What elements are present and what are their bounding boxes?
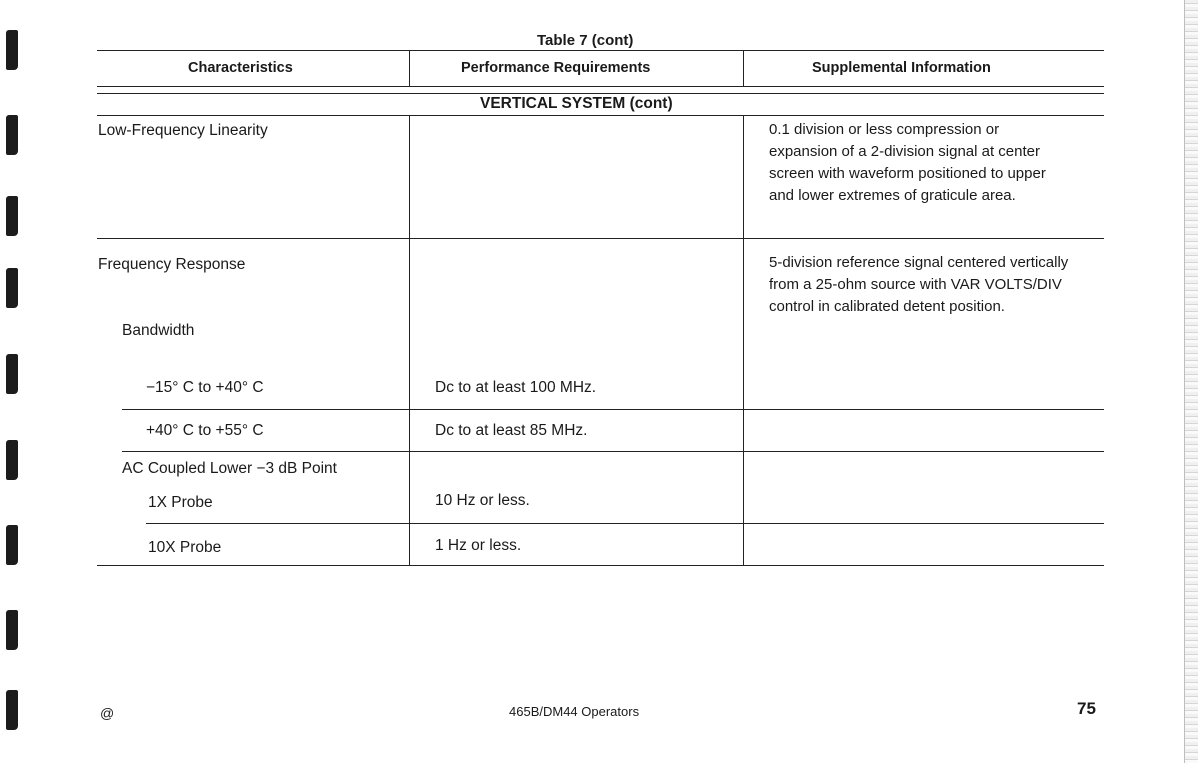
- probe-1x-performance: 10 Hz or less.: [435, 492, 530, 509]
- temp-low-label: −15° C to +40° C: [146, 379, 264, 396]
- table-bottom-rule: [97, 565, 1104, 566]
- ac-coupled-label: AC Coupled Lower −3 dB Point: [122, 460, 337, 477]
- temp-high-label: +40° C to +55° C: [146, 422, 264, 439]
- freq-response-supplemental: 5-division reference signal centered vertically from a 25-ohm source with VAR VOLTS/DIV control in calibrated detent position.: [769, 254, 1069, 315]
- temp-high-performance: Dc to at least 85 MHz.: [435, 422, 588, 439]
- column-divider: [743, 115, 744, 566]
- binding-hole: [6, 30, 18, 70]
- probe-10x-performance: 1 Hz or less.: [435, 537, 522, 554]
- binding-hole: [6, 525, 18, 565]
- row-rule: [122, 451, 1104, 452]
- header-supplemental: Supplemental Information: [812, 60, 991, 76]
- lf-linearity-label: Low-Frequency Linearity: [98, 122, 268, 139]
- bandwidth-label: Bandwidth: [122, 322, 195, 339]
- column-divider: [743, 50, 744, 87]
- binding-hole: [6, 268, 18, 308]
- header-bottom-rule: [97, 86, 1104, 87]
- header-characteristics: Characteristics: [188, 60, 293, 76]
- table-title: Table 7 (cont): [537, 32, 634, 49]
- section-title: VERTICAL SYSTEM (cont): [480, 95, 673, 112]
- row-rule: [122, 409, 1104, 410]
- binding-hole: [6, 610, 18, 650]
- binding-hole: [6, 115, 18, 155]
- column-divider: [409, 115, 410, 566]
- page-number: 75: [1077, 699, 1096, 718]
- row-rule: [97, 238, 1104, 239]
- binding-hole: [6, 354, 18, 394]
- freq-response-label: Frequency Response: [98, 256, 246, 273]
- table-top-rule: [97, 50, 1104, 51]
- probe-10x-label: 10X Probe: [148, 539, 222, 556]
- footer-manual-title: 465B/DM44 Operators: [509, 704, 640, 719]
- binding-hole: [6, 196, 18, 236]
- column-divider: [409, 50, 410, 87]
- section-top-rule: [97, 93, 1104, 94]
- footer-symbol: @: [100, 705, 115, 721]
- page-edge: [1184, 0, 1198, 763]
- lf-linearity-supplemental: 0.1 division or less compression or expansion of a 2-division signal at center screen with waveform positioned to upper and lower extremes of graticule area.: [769, 121, 1046, 204]
- header-performance: Performance Requirements: [461, 60, 651, 76]
- row-rule: [146, 523, 1104, 524]
- temp-low-performance: Dc to at least 100 MHz.: [435, 379, 597, 396]
- binding-hole: [6, 440, 18, 480]
- section-bottom-rule: [97, 115, 1104, 116]
- probe-1x-label: 1X Probe: [148, 494, 213, 511]
- binding-hole: [6, 690, 18, 730]
